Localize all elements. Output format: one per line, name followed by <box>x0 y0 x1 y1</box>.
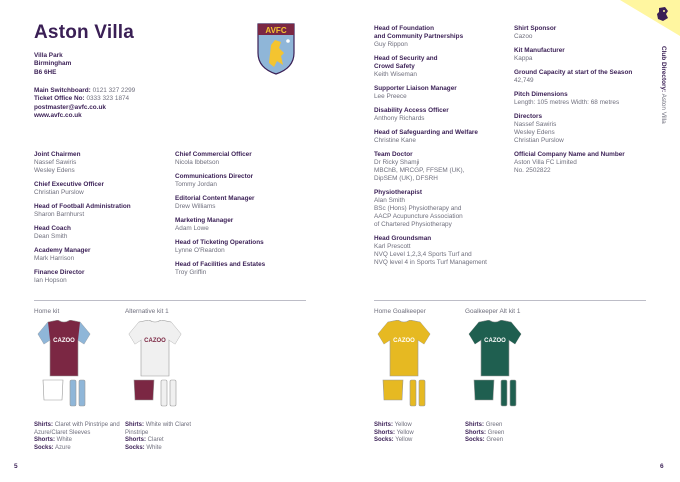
kit-field-label: Shorts: <box>465 429 486 436</box>
club-name: Aston Villa <box>34 22 135 43</box>
directory-entry <box>514 47 654 63</box>
kit-shorts-line <box>34 437 120 445</box>
person-name: of Chartered Physiotherapy <box>374 221 452 228</box>
kit-field-value: Yellow <box>396 429 414 436</box>
kit-field-label: Shorts: <box>34 437 55 444</box>
directory-entry <box>34 225 184 241</box>
person-name: Kappa <box>514 55 533 62</box>
role-title: Official Company Name and Number <box>514 151 625 158</box>
role-title: Head Coach <box>34 225 71 232</box>
left-directory-col2 <box>175 151 325 283</box>
role-title: Team Doctor <box>374 151 413 158</box>
role-title: Directors <box>514 113 543 120</box>
role-title: Ground Capacity at start of the Season <box>514 69 633 76</box>
ticket-office-value: 0333 323 1874 <box>86 95 130 103</box>
switchboard-value: 0121 327 2299 <box>92 87 136 94</box>
directory-entry <box>514 91 654 107</box>
directory-entry <box>175 173 325 189</box>
person-name: No. 2502822 <box>514 167 551 174</box>
side-title-light: Aston Villa <box>660 93 667 124</box>
shirt-sponsor-text: CAZOO <box>393 338 415 344</box>
club-contacts <box>34 87 135 120</box>
person-name: NVQ Level 1,2,3,4 Sports Turf and <box>374 251 472 258</box>
directory-entry <box>34 151 184 175</box>
switchboard-label: Main Switchboard: <box>34 87 91 94</box>
kit-field-value: White with Claret Pinstripe <box>125 422 192 436</box>
kit-field-value: Claret <box>147 437 164 444</box>
directory-entry <box>175 195 325 211</box>
role-title: Head of Security and <box>374 55 438 62</box>
kit-field-value: White <box>56 437 73 444</box>
kits-divider-right <box>374 300 646 301</box>
kit-field-label: Shirts: <box>34 422 54 428</box>
kit-field-value: White <box>146 444 162 451</box>
person-name: Ian Hopson <box>34 277 67 284</box>
kit-field-label: Shirts: <box>125 422 145 428</box>
person-name: DipSEM (UK), DFSRH <box>374 175 438 182</box>
address-line: Birmingham <box>34 60 72 68</box>
person-name: Lynne O'Reardon <box>175 247 225 254</box>
person-name: Christian Purslow <box>514 137 564 144</box>
role-title: Head of Football Administration <box>34 203 131 210</box>
person-name: Wesley Edens <box>514 129 555 136</box>
page-number-left: 5 <box>14 463 18 470</box>
kit-field-label: Socks: <box>34 444 54 451</box>
kit-field-value: Green <box>485 422 503 428</box>
person-name: Anthony Richards <box>374 115 425 122</box>
right-directory-col2 <box>514 25 654 181</box>
directory-entry <box>175 261 325 277</box>
kit-field-label: Shirts: <box>465 422 485 428</box>
directory-entry <box>374 235 509 267</box>
person-name: Aston Villa FC Limited <box>514 159 577 166</box>
kit-field-value: Azure <box>55 444 71 451</box>
person-name: Cazoo <box>514 33 533 40</box>
directory-entry <box>514 69 654 85</box>
kit-field-label: Shorts: <box>125 437 146 444</box>
directory-entry <box>374 85 509 101</box>
shirt-sponsor-text: CAZOO <box>144 338 166 344</box>
person-name: Wesley Edens <box>34 167 75 174</box>
address-line: Villa Park <box>34 52 63 59</box>
person-name: Dean Smith <box>34 233 68 240</box>
directory-entry <box>34 269 184 285</box>
directory-entry <box>374 25 509 49</box>
directory-entry <box>175 151 325 167</box>
person-name: 42,749 <box>514 77 534 84</box>
directory-entry <box>34 181 184 197</box>
kit-label: Home Goalkeeper <box>374 308 426 315</box>
person-name: NVQ level 4 in Sports Turf Management <box>374 259 487 266</box>
role-title: Pitch Dimensions <box>514 91 568 98</box>
kit-field-value: Green <box>487 429 505 436</box>
website-link[interactable]: www.avfc.co.uk <box>34 111 82 119</box>
kit-field-value: Yellow <box>395 437 413 444</box>
directory-entry <box>34 247 184 263</box>
kit-illustration <box>34 320 94 410</box>
role-title: Head of Facilities and Estates <box>175 261 266 268</box>
kit-label: Alternative kit 1 <box>125 308 169 315</box>
person-name: Guy Rippon <box>374 41 408 48</box>
directory-entry <box>514 151 654 175</box>
directory-entry <box>175 239 325 255</box>
kit-description <box>465 422 551 445</box>
kit-label: Home kit <box>34 308 60 315</box>
role-title: Editorial Content Manager <box>175 195 255 202</box>
directory-entry <box>374 189 509 229</box>
kit-description <box>34 422 120 452</box>
kit-field-label: Socks: <box>374 437 394 444</box>
role-title: Head of Foundation <box>374 25 434 32</box>
person-name: Lee Preece <box>374 93 407 100</box>
role-title: and Community Partnerships <box>374 33 464 40</box>
person-name: Drew Williams <box>175 203 216 210</box>
person-name: Dr Ricky Shamji <box>374 159 420 166</box>
kit-socks-line <box>34 445 120 453</box>
person-name: Nassef Sawiris <box>514 121 557 128</box>
directory-entry <box>374 151 509 183</box>
directory-entry <box>34 203 184 219</box>
role-title: Physiotherapist <box>374 189 422 196</box>
page-number-right: 6 <box>660 463 664 470</box>
kits-divider-left <box>34 300 306 301</box>
person-name: Sharon Barnhurst <box>34 211 85 218</box>
shirt-sponsor-text: CAZOO <box>53 338 75 344</box>
person-name: Length: 105 metres Width: 68 metres <box>514 99 620 106</box>
directory-entry <box>374 129 509 145</box>
role-title: Finance Director <box>34 269 85 276</box>
role-title: Disability Access Officer <box>374 107 449 114</box>
person-name: Christian Purslow <box>34 189 84 196</box>
kit-description <box>125 422 211 452</box>
person-name: Tommy Jordan <box>175 181 217 188</box>
directory-entry <box>514 113 654 145</box>
person-name: MBChB, MRCGP, FFSEM (UK), <box>374 167 465 174</box>
role-title: Shirt Sponsor <box>514 25 557 32</box>
kit-shirts-line <box>374 422 460 430</box>
person-name: Christine Kane <box>374 137 416 144</box>
kit-label: Goalkeeper Alt kit 1 <box>465 308 521 315</box>
role-title: Crowd Safety <box>374 63 415 70</box>
person-name: Nicola Ibbetson <box>175 159 220 166</box>
shirt-sponsor-text: CAZOO <box>484 338 506 344</box>
person-name: Keith Wiseman <box>374 71 417 78</box>
kit-field-label: Shirts: <box>374 422 394 428</box>
person-name: Adam Lowe <box>175 225 209 232</box>
club-crest-icon <box>257 23 295 75</box>
kit-socks-line <box>465 437 551 445</box>
kit-illustration <box>465 320 525 410</box>
kit-shorts-line <box>125 437 211 445</box>
role-title: Marketing Manager <box>175 217 234 224</box>
role-title: Head Groundsman <box>374 235 432 242</box>
role-title: Communications Director <box>175 173 254 180</box>
address-line: B6 6HE <box>34 68 57 76</box>
crest-text: AVFC <box>265 26 287 35</box>
kit-field-label: Shorts: <box>374 429 395 436</box>
right-directory-col1 <box>374 25 509 273</box>
kit-field-value: Green <box>486 437 504 444</box>
kit-socks-line <box>125 445 211 453</box>
kit-description <box>374 422 460 445</box>
side-title-bold: Club Directory: <box>660 46 667 93</box>
person-name: Alan Smith <box>374 197 405 204</box>
kit-illustration <box>374 320 434 410</box>
directory-entry <box>374 107 509 123</box>
premier-league-lion-icon <box>656 7 669 21</box>
role-title: Head of Ticketing Operations <box>175 239 264 246</box>
directory-entry <box>175 217 325 233</box>
role-title: Joint Chairmen <box>34 151 81 158</box>
side-title <box>657 46 667 136</box>
kit-illustration <box>125 320 185 410</box>
directory-entry <box>374 55 509 79</box>
kit-shirts-line <box>465 422 551 430</box>
person-name: Nassef Sawiris <box>34 159 77 166</box>
directory-entry <box>514 25 654 41</box>
person-name: Karl Prescott <box>374 243 411 250</box>
role-title: Kit Manufacturer <box>514 47 565 54</box>
person-name: Troy Griffin <box>175 269 207 276</box>
role-title: Academy Manager <box>34 247 91 254</box>
role-title: Supporter Liaison Manager <box>374 85 457 92</box>
club-address <box>34 52 71 77</box>
kit-field-value: Claret with Pinstripe and Azure/Claret Sleeves <box>34 422 120 436</box>
left-directory-col1 <box>34 151 184 291</box>
kit-field-value: Yellow <box>394 422 412 428</box>
person-name: AACP Acupuncture Association <box>374 213 463 220</box>
kit-shirts-line <box>34 422 120 437</box>
kit-field-label: Socks: <box>465 437 485 444</box>
role-title: Chief Executive Officer <box>34 181 104 188</box>
person-name: Mark Harrison <box>34 255 75 262</box>
email-link[interactable]: postmaster@avfc.co.uk <box>34 103 106 111</box>
ticket-office-label: Ticket Office No: <box>34 95 85 103</box>
role-title: Chief Commercial Officer <box>175 151 252 158</box>
kit-socks-line <box>374 437 460 445</box>
kit-field-label: Socks: <box>125 444 145 451</box>
person-name: BSc (Hons) Physiotherapy and <box>374 205 462 212</box>
role-title: Head of Safeguarding and Welfare <box>374 129 478 136</box>
kit-shirts-line <box>125 422 211 437</box>
kit-shorts-line <box>465 430 551 438</box>
kit-shorts-line <box>374 430 460 438</box>
